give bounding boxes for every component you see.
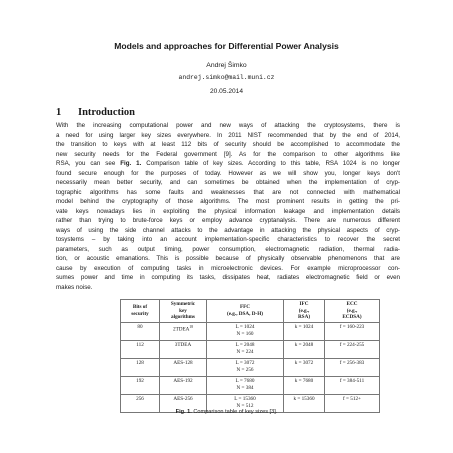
cell-ifc: k = 1024 bbox=[284, 322, 325, 340]
header-line: FFC bbox=[239, 304, 251, 311]
figure-reference[interactable]: Fig. 1. bbox=[120, 160, 142, 167]
header-line: Symmetric bbox=[170, 301, 196, 307]
body-line: cause by execution of computing tasks in microelectronic devices. For example microprocessor con- bbox=[56, 264, 400, 272]
paper-date: 20.05.2014 bbox=[209, 88, 243, 95]
header-line: key bbox=[179, 307, 187, 314]
body-line: necessarily mean better security, and can sometimes be obtained when the implementation of cryp- bbox=[56, 179, 400, 186]
cell-ecc: f = 384-511 bbox=[325, 376, 380, 394]
cell-ifc: k = 7680 bbox=[284, 376, 325, 394]
table-row bbox=[121, 376, 380, 394]
section-heading bbox=[56, 107, 135, 118]
author-email: andrej.simko@mail.muni.cz bbox=[178, 74, 275, 81]
body-line: a need for using larger key sizes everywhere. In 2011 NIST recommended that by the end of 2014, bbox=[56, 131, 400, 139]
header-symmetric bbox=[160, 300, 207, 323]
body-line: parameters, such as output timing, power consumption, electromagnetic radiation, thermal radia- bbox=[56, 245, 400, 253]
cell-symmetric: AES-192 bbox=[160, 376, 207, 394]
cell-ffc: L = 7680 N = 384 bbox=[207, 376, 284, 394]
header-line: RSA) bbox=[297, 314, 311, 321]
header-line: algorithms bbox=[171, 314, 195, 321]
cell-symmetric: 3TDEA bbox=[160, 340, 207, 358]
body-line: tion, or acoustic emanations. This is possible because of physically observable phenomenons that are bbox=[56, 255, 400, 262]
body-line: makes noise. bbox=[56, 283, 93, 291]
cell-ifc: k = 3072 bbox=[284, 358, 325, 376]
cell-symmetric: AES-256 bbox=[160, 394, 207, 412]
cell-ecc: f = 160-223 bbox=[325, 322, 380, 340]
body-line: With the increasing computational power and new ways of attacking the cryptosystems, there is bbox=[56, 122, 400, 129]
body-line: model behind the cryptography of those algorithms. The most prominent results in getting the pri- bbox=[56, 198, 400, 205]
header-ecc bbox=[325, 300, 380, 323]
header-line: security bbox=[131, 310, 149, 317]
header-line: Bits of bbox=[132, 304, 148, 311]
cell-bits: 192 bbox=[121, 376, 160, 394]
header-line: (e.g., bbox=[346, 307, 358, 314]
table-header-row bbox=[121, 300, 380, 323]
figure-caption bbox=[0, 409, 453, 415]
body-line: rather than trying to brute-force keys or employ advance cryptanalysis. There are numerous different bbox=[56, 217, 400, 224]
header-line: ECC bbox=[346, 301, 358, 307]
cell-ecc: f = 224-255 bbox=[325, 340, 380, 358]
header-line: ECDSA) bbox=[342, 314, 362, 321]
body-line: sumes power and time in computing its tasks, dissipates heat, radiates electromagnetic field or even bbox=[56, 274, 400, 281]
body-line: vate keys nowadays lies in exploiting the physical information leakage and implementation details bbox=[56, 207, 400, 215]
header-ffc bbox=[207, 300, 284, 323]
cell-ecc: f = 256-383 bbox=[325, 358, 380, 376]
cell-symmetric: 2TDEA$^{18}$ bbox=[160, 322, 207, 340]
header-line: (e.g., bbox=[298, 307, 310, 314]
cell-ecc: f = 512+ bbox=[325, 394, 380, 412]
author-name: Andrej Šimko bbox=[206, 62, 247, 69]
cell-symmetric: AES-128 bbox=[160, 358, 207, 376]
cell-bits: 256 bbox=[121, 394, 160, 412]
key-size-comparison-table bbox=[120, 299, 380, 413]
body-line: ways of using the side channel attacks to the advantage in attacking the physical aspects of cryp- bbox=[56, 226, 400, 234]
header-ifc bbox=[284, 300, 325, 323]
cell-ffc: L = 1024 N = 160 bbox=[207, 322, 284, 340]
cell-bits: 112 bbox=[121, 340, 160, 358]
section-title: Introduction bbox=[78, 107, 135, 118]
body-line: tosystems – by taking into an account implementation-specific characteristics to recover the secret bbox=[56, 236, 400, 243]
cell-ffc: L = 2048 N = 224 bbox=[207, 340, 284, 358]
cell-ffc: L = 15360 N = 512 bbox=[207, 394, 284, 412]
body-line: RSA, you can see Fig. 1. Comparison table of key sizes. According to this table, RSA 1024 is no longer bbox=[56, 160, 400, 167]
body-line: the transition to keys with at least 112 bits of security should be accomplished to accommodate the bbox=[56, 141, 400, 148]
cell-bits: 128 bbox=[121, 358, 160, 376]
footnote-marker: 18 bbox=[189, 324, 194, 329]
header-bits-of-security bbox=[121, 300, 160, 323]
cell-ifc: k = 2048 bbox=[284, 340, 325, 358]
header-line: IFC bbox=[299, 301, 309, 307]
cell-ifc: k = 15360 bbox=[284, 394, 325, 412]
body-line: new security needs for the Federal government [9]. As for the comparison to other algorithms like bbox=[56, 150, 400, 158]
caption-text: Comparison table of key sizes [3]. bbox=[193, 409, 278, 415]
table-row bbox=[121, 322, 380, 340]
table-row bbox=[121, 358, 380, 376]
cell-ffc: L = 3072 N = 256 bbox=[207, 358, 284, 376]
caption-label: Fig. 1. bbox=[175, 409, 192, 415]
paper-title: Models and approaches for Differential Power Analysis bbox=[114, 41, 339, 51]
cell-bits: 80 bbox=[121, 322, 160, 340]
body-line: found secure enough for the purposes of today. However as we will show you, longer keys don't bbox=[56, 169, 400, 177]
table-row bbox=[121, 340, 380, 358]
section-number: 1 bbox=[56, 107, 62, 118]
body-paragraph bbox=[56, 121, 400, 292]
body-line: tographic algorithms has some faults and weaknesses that are not connected with mathematical bbox=[56, 188, 400, 196]
header-line: (e.g., DSA, D-H) bbox=[226, 310, 264, 317]
